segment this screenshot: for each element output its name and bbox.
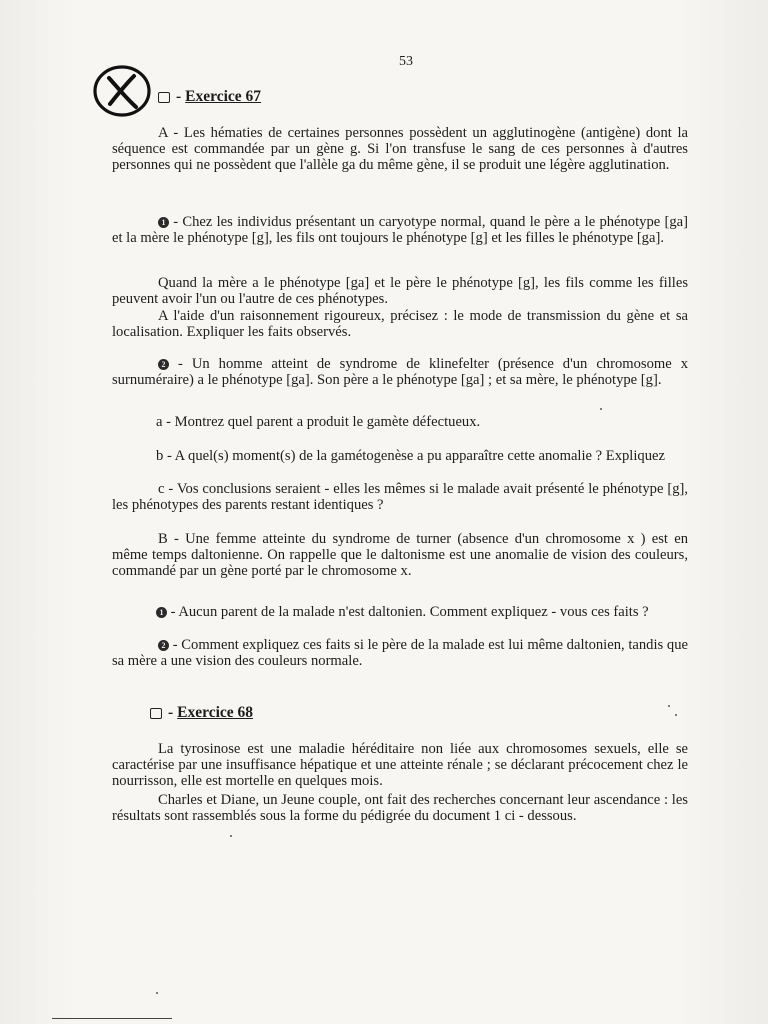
exercise-68-title: Exercice 68 xyxy=(177,704,254,721)
exercise-67-heading: - Exercice 67 xyxy=(158,88,261,106)
ex68-paragraph-2: Charles et Diane, un Jeune couple, ont fait des recherches concernant leur ascendance : les résultats sont rassemblés sous la forme du pédigrée du document 1 ci - dessous. xyxy=(112,792,688,824)
number-bullet-1-icon: 1 xyxy=(158,217,169,228)
page-number: 53 xyxy=(399,54,413,69)
bottom-edge-rule xyxy=(52,1018,172,1019)
ex67-q1-text: - Chez les individus présentant un caryotype normal, quand le père a le phénotype [ga] et la mère le phénotype [g], les fils ont toujours le phénotype [g] et les filles le phénotype [ga]. xyxy=(112,214,688,246)
ex67-q1-paragraph-c: A l'aide d'un raisonnement rigoureux, précisez : le mode de transmission du gène et sa localisation. Expliquer les faits observés. xyxy=(112,308,688,340)
ex67-q2-text: - Un homme atteint de syndrome de klinefelter (présence d'un chromosome x surnuméraire) a le phénotype [ga]. Son père a le phénotype [ga] ; et sa mère, le phénotype [g]. xyxy=(112,356,688,388)
scan-speck xyxy=(230,835,232,837)
scan-speck xyxy=(600,408,602,410)
handwritten-circled-x-mark xyxy=(90,62,154,120)
ex67-q2-sub-c: c - Vos conclusions seraient - elles les mêmes si le malade avait présenté le phénotype [g], les phénotypes des parents restant identiques ? xyxy=(112,481,688,513)
number-bullet-1-icon: 1 xyxy=(156,607,167,618)
checkbox-square-icon xyxy=(150,708,162,719)
ex67-q1-paragraph-b: Quand la mère a le phénotype [ga] et le père le phénotype [g], les fils comme les filles peuvent avoir l'un ou l'autre de ces phénotypes. xyxy=(112,275,688,307)
ex67-question-2 xyxy=(112,357,688,389)
scan-speck xyxy=(668,705,670,707)
ex67-question-1 xyxy=(112,215,688,247)
ex67-part-b-question-2 xyxy=(112,638,688,670)
number-bullet-2-icon: 2 xyxy=(158,640,169,651)
ex67-b2-text: - Comment expliquez ces faits si le père de la malade est lui même daltonien, tandis que sa mère a une vision des couleurs normale. xyxy=(112,637,688,669)
number-bullet-2-icon: 2 xyxy=(158,359,169,370)
ex67-part-b-question-1 xyxy=(156,604,649,621)
exercise-67-title: Exercice 67 xyxy=(185,88,262,105)
ex67-q2-sub-b: b - A quel(s) moment(s) de la gamétogenèse a pu apparaître cette anomalie ? Expliquez xyxy=(156,448,665,464)
exercise-68-heading: - Exercice 68 xyxy=(150,704,253,722)
scan-speck xyxy=(675,714,677,716)
ex67-part-b-intro: B - Une femme atteinte du syndrome de turner (absence d'un chromosome x ) est en même temps daltonienne. On rappelle que le daltonisme est une anomalie de vision des couleurs, commandé par un gène porté par le chromosome x. xyxy=(112,531,688,579)
ex68-paragraph-1: La tyrosinose est une maladie héréditaire non liée aux chromosomes sexuels, elle se caractérise par une insuffisance hépatique et une atteinte rénale ; se déclarant précocement chez le nourrisson, elle est mortelle en quelques mois. xyxy=(112,741,688,789)
scan-speck xyxy=(156,992,158,994)
ex67-part-a-intro: A - Les hématies de certaines personnes possèdent un agglutinogène (antigène) dont la séquence est commandée par un gène g. Si l'on transfuse le sang de ces personnes à d'autres personnes qui ne possèdent que l'allèle ga du même gène, il se produit une légère agglutination. xyxy=(112,125,688,173)
checkbox-square-icon xyxy=(158,92,170,103)
ex67-b1-text: - Aucun parent de la malade n'est daltonien. Comment expliquez - vous ces faits ? xyxy=(167,604,649,620)
ex67-q2-sub-a: a - Montrez quel parent a produit le gamète défectueux. xyxy=(156,414,481,430)
